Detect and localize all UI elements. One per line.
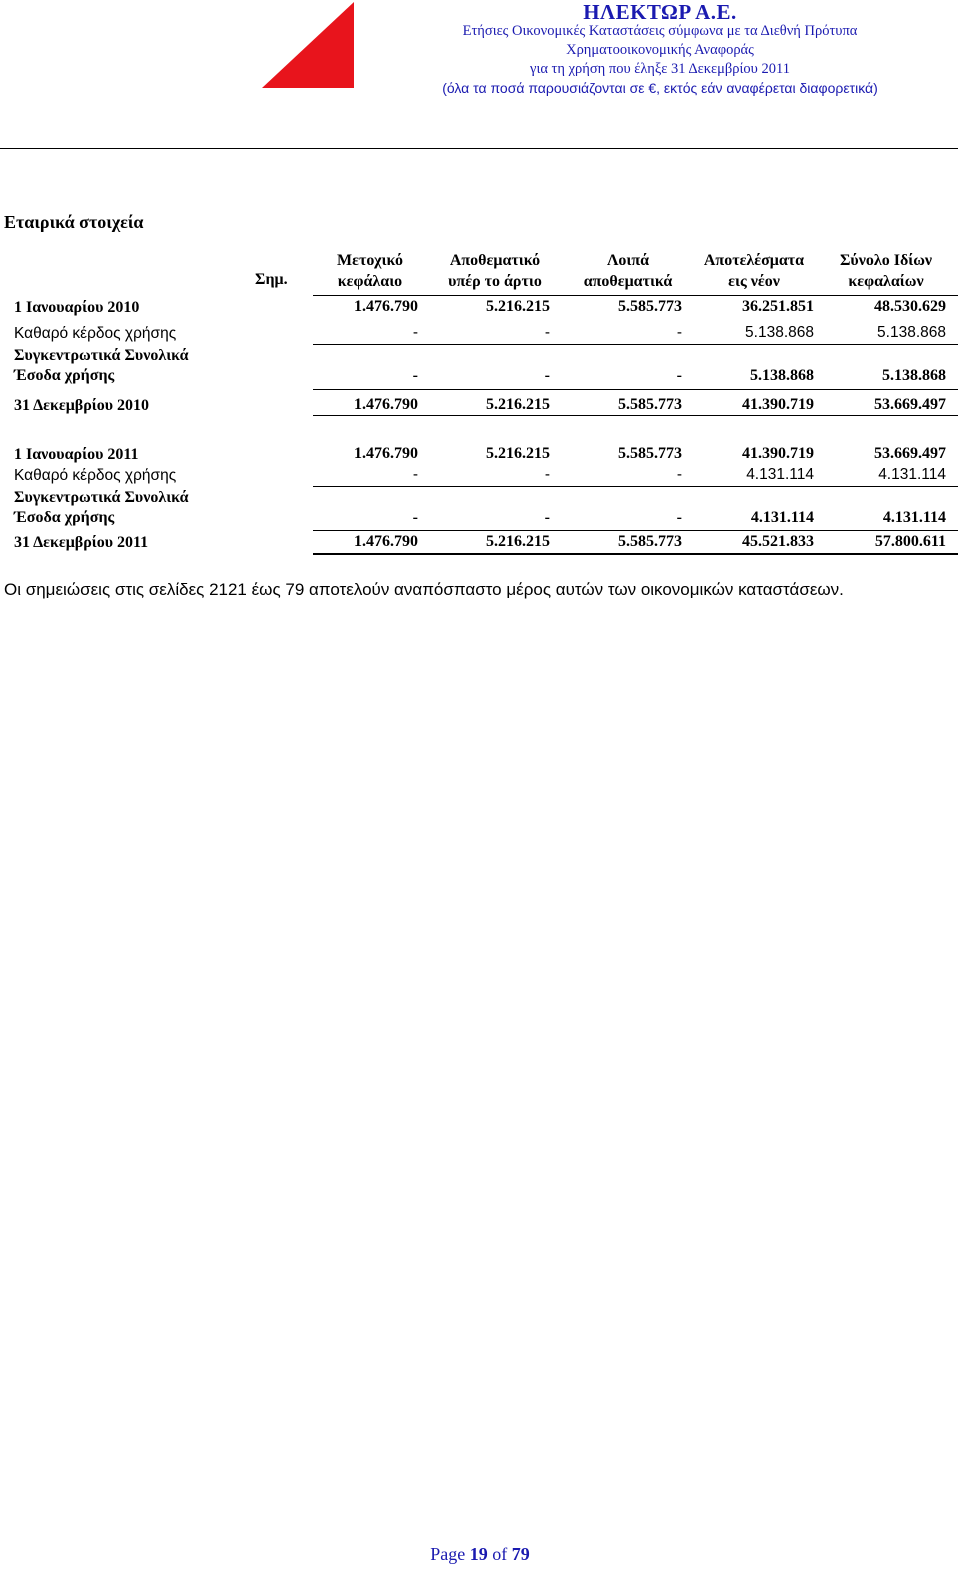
note-column-header: Σημ. [255, 271, 288, 288]
cell-value: 5.138.868 [882, 367, 946, 384]
cell-value: 5.216.215 [486, 445, 550, 462]
row-label-dec-2010: 31 Δεκεμβρίου 2010 [14, 397, 150, 414]
cell-value: - [412, 466, 418, 483]
cell-value: 5.585.773 [618, 533, 682, 550]
row-label-comprehensive-income-2011: Συγκεντρωτικά Συνολικά Έσοδα χρήσης [14, 489, 189, 526]
cell-value: 5.138.868 [745, 324, 814, 341]
cell-value: - [412, 324, 418, 341]
header-line-2: Χρηματοοικονομικής Αναφοράς [566, 42, 754, 58]
company-name: ΗΛΕΚΤΩΡ Α.Ε. [583, 0, 737, 24]
cell-value: - [676, 509, 682, 526]
row-rule [313, 530, 958, 531]
cell-value: - [544, 324, 550, 341]
footer-of: of [492, 1544, 508, 1564]
row-label-comprehensive-income-2010: Συγκεντρωτικά Συνολικά Έσοδα χρήσης [14, 347, 189, 384]
page-footer [0, 1544, 960, 1565]
company-logo [262, 2, 354, 88]
cell-value: - [412, 509, 418, 526]
cell-value: 4.131.114 [878, 466, 946, 483]
cell-value: 5.138.868 [750, 367, 814, 384]
cell-value: 53.669.497 [874, 396, 946, 413]
row-rule [313, 389, 958, 390]
cell-value: 1.476.790 [354, 533, 418, 550]
cell-value: - [676, 324, 682, 341]
column-header-share-capital: Μετοχικό κεφάλαιο [337, 252, 403, 290]
cell-value: 4.131.114 [750, 509, 814, 526]
cell-value: - [676, 466, 682, 483]
cell-value: 5.585.773 [618, 396, 682, 413]
cell-value: - [544, 466, 550, 483]
column-header-total-equity: Σύνολο Ιδίων κεφαλαίων [839, 252, 933, 290]
cell-value: 5.216.215 [486, 533, 550, 550]
footer-prefix: Page [430, 1544, 466, 1564]
cell-value: 57.800.611 [874, 533, 946, 550]
header-rule [0, 148, 958, 149]
cell-value: - [676, 367, 682, 384]
cell-value: 5.216.215 [486, 298, 550, 315]
total-rule [313, 553, 958, 555]
cell-value: 45.521.833 [742, 533, 814, 550]
header-line-3: για τη χρήση που έληξε 31 Δεκεμβρίου 2011 [530, 61, 790, 77]
cell-value: 53.669.497 [874, 445, 946, 462]
financial-statements-note: Οι σημειώσεις στις σελίδες 2121 έως 79 αποτελούν αναπόσπαστο μέρος αυτών των οικονομικών καταστάσεων. [4, 580, 844, 599]
page-total: 79 [511, 1544, 530, 1564]
cell-value: 48.530.629 [874, 298, 946, 315]
cell-value: 4.131.114 [746, 466, 814, 483]
logo-triangle [262, 2, 354, 88]
cell-value: 41.390.719 [742, 445, 814, 462]
header-underline [313, 295, 958, 296]
header-line-1: Ετήσιες Οικονομικές Καταστάσεις σύμφωνα με τα Διεθνή Πρότυπα [462, 23, 858, 39]
cell-value: 5.216.215 [486, 396, 550, 413]
cell-value: 1.476.790 [354, 298, 418, 315]
cell-value: - [544, 367, 550, 384]
row-rule [313, 486, 958, 487]
column-header-share-premium: Αποθεματικό υπέρ το άρτιο [448, 252, 542, 290]
row-label-dec-2011: 31 Δεκεμβρίου 2011 [14, 534, 149, 551]
row-rule [313, 415, 958, 416]
cell-value: 5.585.773 [618, 445, 682, 462]
cell-value: 1.476.790 [354, 396, 418, 413]
cell-value: 5.585.773 [618, 298, 682, 315]
row-label-profit-2011: Καθαρό κέρδος χρήσης [14, 467, 177, 484]
cell-value: 5.138.868 [877, 324, 946, 341]
row-rule [313, 344, 958, 345]
cell-value: - [544, 509, 550, 526]
cell-value: - [412, 367, 418, 384]
row-label-jan-2011: 1 Ιανουαρίου 2011 [14, 446, 139, 463]
cell-value: 1.476.790 [354, 445, 418, 462]
column-header-retained-earnings: Αποτελέσματα εις νέον [703, 252, 805, 290]
column-header-other-reserves: Λοιπά αποθεματικά [583, 252, 673, 290]
header-line-4: (όλα τα ποσά παρουσιάζονται σε €, εκτός εάν αναφέρεται διαφορετικά) [442, 80, 878, 96]
page-number: 19 [469, 1544, 488, 1564]
cell-value: 4.131.114 [882, 509, 946, 526]
section-title: Εταιρικά στοιχεία [4, 212, 144, 232]
row-label-profit-2010: Καθαρό κέρδος χρήσης [14, 325, 177, 342]
cell-value: 36.251.851 [742, 298, 814, 315]
row-label-jan-2010: 1 Ιανουαρίου 2010 [14, 299, 140, 316]
cell-value: 41.390.719 [742, 396, 814, 413]
